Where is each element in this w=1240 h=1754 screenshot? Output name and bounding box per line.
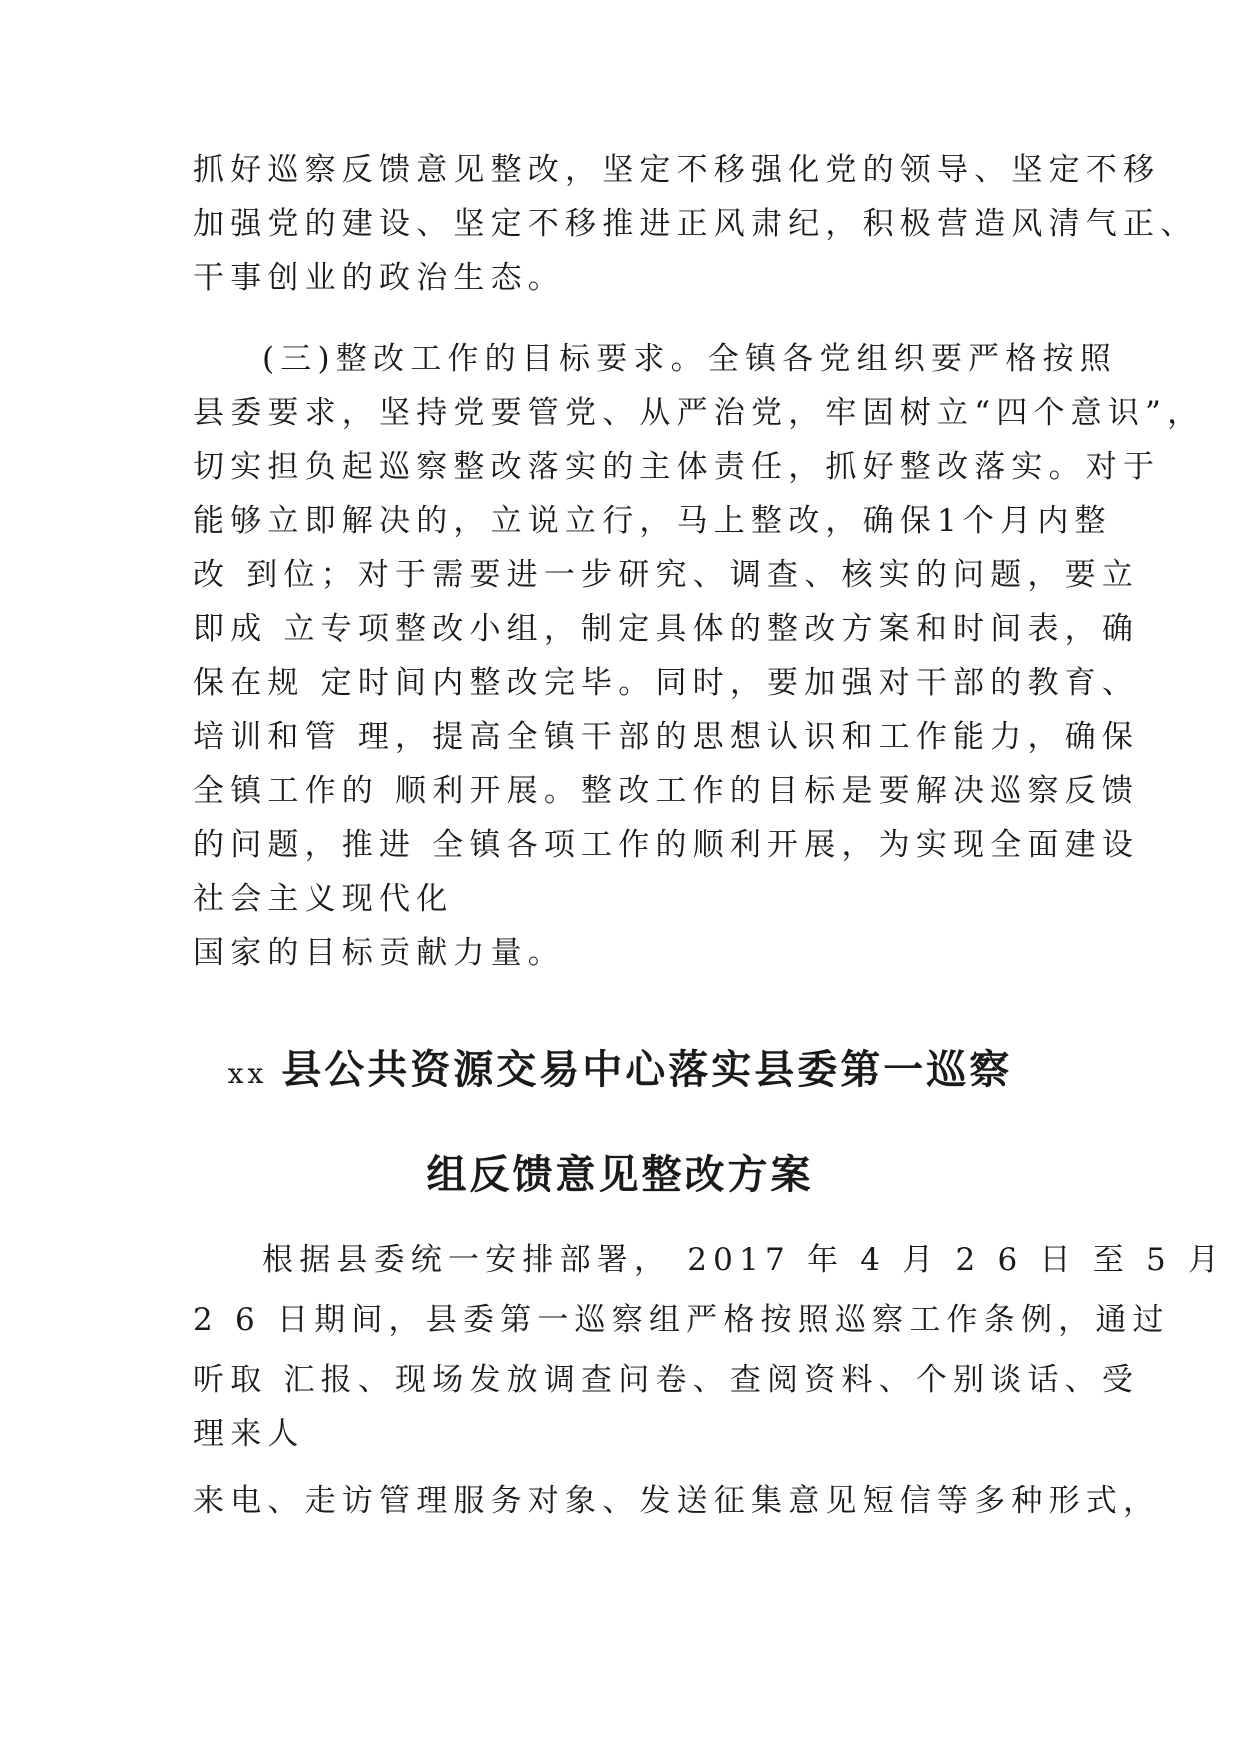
paragraph-line: 全镇工作的 顺利开展。整改工作的目标是要解决巡察反馈 bbox=[193, 773, 1140, 809]
paragraph-line: 保在规 定时间内整改完毕。同时，要加强对干部的教育、 bbox=[193, 665, 1140, 701]
paragraph-line: 干事创业的政治生态。 bbox=[193, 260, 565, 296]
document-title bbox=[150, 1042, 1090, 1102]
paragraph-line: 抓好巡察反馈意见整改，坚定不移强化党的领导、坚定不移 bbox=[193, 152, 1161, 188]
paragraph-line: 听取 汇报、现场发放调查问卷、查阅资料、个别谈话、受 bbox=[193, 1362, 1140, 1398]
paragraph-line: 即成 立专项整改小组，制定具体的整改方案和时间表，确 bbox=[193, 611, 1140, 647]
paragraph-line: 2 6 日期间，县委第一巡察组严格按照巡察工作条例，通过 bbox=[193, 1302, 1170, 1338]
title-line-1: 县公共资源交易中心落实县委第一巡察 bbox=[281, 1047, 1013, 1093]
paragraph-line: 理来人 bbox=[193, 1416, 305, 1452]
document-title-line-2: 组反馈意见整改方案 bbox=[426, 1152, 814, 1198]
paragraph-line: 切实担负起巡察整改落实的主体责任，抓好整改落实。对于 bbox=[193, 449, 1161, 485]
paragraph-line: 县委要求，坚持党要管党、从严治党，牢固树立“四个意识”， bbox=[193, 395, 1205, 431]
paragraph-line: 的问题，推进 全镇各项工作的顺利开展，为实现全面建设 bbox=[193, 827, 1140, 863]
paragraph-line: 来电、走访管理服务对象、发送征集意见短信等多种形式， bbox=[193, 1483, 1161, 1519]
paragraph-line: 能够立即解决的，立说立行，马上整改，确保1个月内整 bbox=[193, 503, 1112, 539]
paragraph-line: (三)整改工作的目标要求。全镇各党组织要严格按照 bbox=[262, 341, 1117, 377]
paragraph-line: 加强党的建设、坚定不移推进正风肃纪，积极营造风清气正、 bbox=[193, 206, 1198, 242]
paragraph-line: 国家的目标贡献力量。 bbox=[193, 935, 565, 971]
paragraph-line: 社会主义现代化 bbox=[193, 881, 454, 917]
paragraph-line: 根据县委统一安排部署， 2017 年 4 月 2 6 日 至 5 月 bbox=[262, 1242, 1226, 1278]
title-prefix: xx bbox=[227, 1057, 268, 1090]
paragraph-line: 改 到位；对于需要进一步研究、调查、核实的问题，要立 bbox=[193, 557, 1140, 593]
paragraph-line: 培训和管 理，提高全镇干部的思想认识和工作能力，确保 bbox=[193, 719, 1140, 755]
